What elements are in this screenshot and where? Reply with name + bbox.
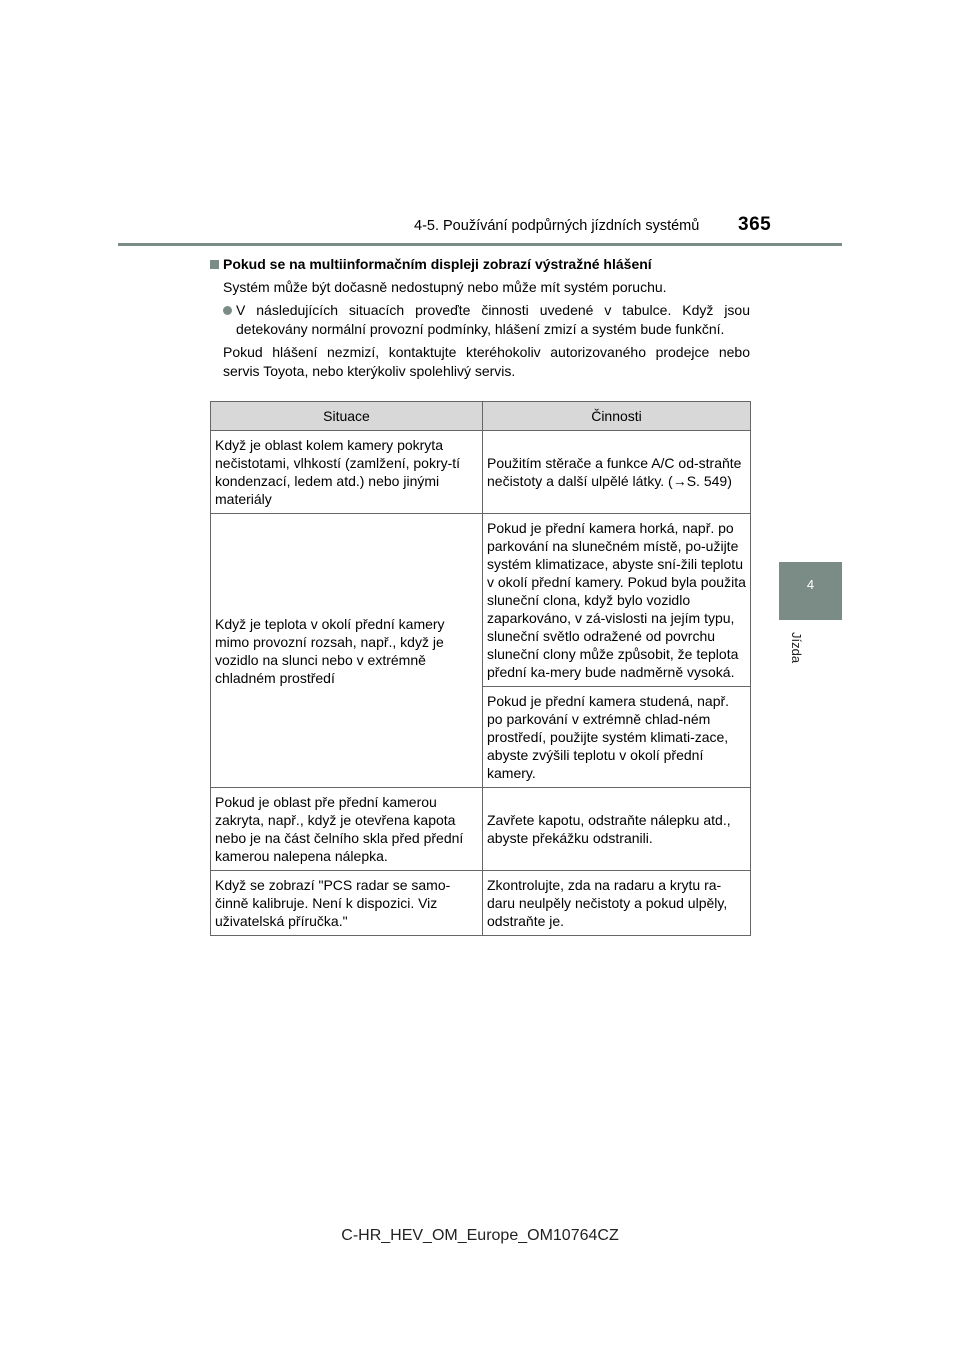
chapter-label: Jízda (789, 632, 804, 664)
action-cell: Zkontrolujte, zda na radaru a krytu ra-daru neulpěly nečistoty a pokud ulpěly, odstraňte je. (483, 871, 751, 936)
section-content (210, 254, 750, 381)
header-divider (118, 243, 842, 246)
chapter-number: 4 (806, 577, 815, 592)
chapter-tab[interactable] (779, 562, 842, 620)
action-cell: Pokud je přední kamera studená, např. po parkování v extrémně chlad-ném prostředí, použijte systém klimati-zace, abyste zvýšili teplotu v okolí přední kamery. (483, 687, 751, 788)
warning-table (210, 401, 750, 936)
situation-cell: Když se zobrazí "PCS radar se samo-činně kalibruje. Není k dispozici. Viz uživatelská příručka." (211, 871, 483, 936)
column-header-actions: Činnosti (483, 402, 751, 431)
table-row (211, 788, 751, 871)
action-cell: Pokud je přední kamera horká, např. po parkování na slunečném místě, po-užijte systém klimatizace, abyste sní-žili teplotu v okolí přední kamery. Pokud byla použita sluneční clona, když bylo vozidlo zaparkováno, v zá-vislosti na jejím typu, sluneční světlo odražené od povrchu sluneční clony může způsobit, že teplota přední ka-mery bude nadměrně vysoká. (483, 514, 751, 687)
table-row (211, 431, 751, 514)
action-cell: Zavřete kapotu, odstraňte nálepku atd., abyste překážku odstranili. (483, 788, 751, 871)
column-header-situation: Situace (211, 402, 483, 431)
table-row (211, 514, 751, 687)
section-title: 4-5. Používání podpůrných jízdních systémů (414, 218, 700, 234)
circle-bullet-icon (223, 306, 232, 315)
intro-paragraph: Systém může být dočasně nedostupný nebo může mít systém poruchu. (223, 279, 667, 295)
action-cell: Použitím stěrače a funkce A/C od-straňte nečistoty a další ulpělé látky. (→S. 549) (483, 431, 751, 514)
document-code: C-HR_HEV_OM_Europe_OM10764CZ (341, 1227, 619, 1244)
section-heading-text: Pokud se na multiinformačním displeji zobrazí výstražné hlášení (223, 256, 652, 272)
bullet-text: V následujících situacích proveďte činnosti uvedené v tabulce. Když jsou detekovány normální provozní podmínky, hlášení zmizí a systém bude funkční. (236, 302, 750, 337)
situation-cell: Když je teplota v okolí přední kamery mimo provozní rozsah, např., když je vozidlo na slunci nebo v extrémně chladném prostředí (211, 514, 483, 788)
section-heading (210, 254, 750, 274)
situation-cell: Když je oblast kolem kamery pokryta nečistotami, vlhkostí (zamlžení, pokry-tí kondenzací, ledem atd.) nebo jinými materiály (211, 431, 483, 514)
situation-cell: Pokud je oblast pře přední kamerou zakryta, např., když je otevřena kapota nebo je na část čelního skla před přední kamerou nalepena nálepka. (211, 788, 483, 871)
page-number: 365 (738, 214, 772, 235)
table-header-row (211, 402, 751, 431)
bullet-item (223, 301, 750, 339)
square-bullet-icon (210, 260, 219, 269)
table-row (211, 871, 751, 936)
outro-paragraph: Pokud hlášení nezmizí, kontaktujte kteréhokoliv autorizovaného prodejce nebo servis Toyota, nebo kterýkoliv spolehlivý servis. (223, 344, 750, 379)
